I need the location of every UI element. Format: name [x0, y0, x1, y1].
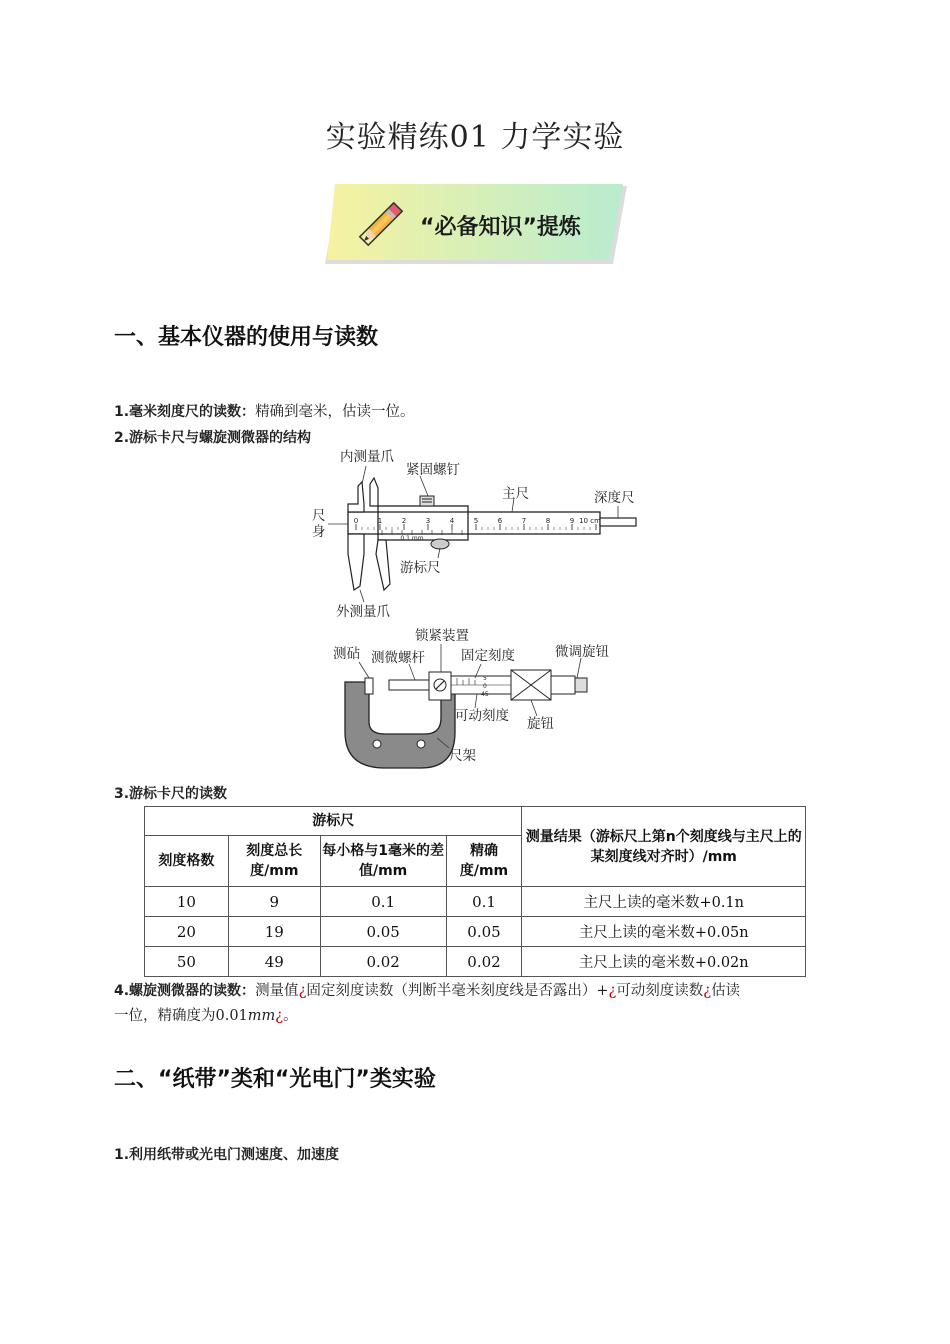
- table-cell: 50: [145, 947, 229, 977]
- table-row: [145, 947, 806, 977]
- table-cell: 49: [228, 947, 320, 977]
- item4-paragraph: [114, 979, 844, 1003]
- item3-label: 3.游标卡尺的读数: [114, 786, 228, 802]
- caliper-label-body-1: 尺: [312, 508, 326, 524]
- table-cell: 主尺上读的毫米数+0.02n: [522, 947, 806, 977]
- table-header-difference: 每小格与1毫米的差值/mm: [320, 836, 446, 887]
- table-cell: 9: [228, 887, 320, 917]
- caliper-scale-3: 3: [425, 517, 431, 525]
- micrometer-label-frame: 尺架: [449, 748, 476, 764]
- table-group-header-row: [145, 807, 806, 836]
- micrometer-label-knob: 旋钮: [527, 716, 554, 732]
- table-cell: 20: [145, 917, 229, 947]
- caliper-label-depth-rod: 深度尺: [594, 490, 635, 506]
- caliper-label-inner-jaw: 内测量爪: [340, 449, 394, 465]
- item4-part: 可动刻度读数: [616, 983, 704, 999]
- table-cell: 10: [145, 887, 229, 917]
- item4-part: 固定刻度读数（判断半毫米刻度线是否露出）+: [306, 983, 609, 999]
- micrometer-label-movable-scale: 可动刻度: [455, 708, 509, 724]
- item4-part: 估读: [711, 983, 741, 999]
- caliper-scale-9: 9: [569, 517, 575, 525]
- table-cell: 0.05: [446, 917, 522, 947]
- table-cell: 0.05: [320, 917, 446, 947]
- caliper-scale-2: 2: [401, 517, 407, 525]
- page-title: 实验精练01 力学实验: [325, 120, 625, 155]
- item4-mark: ¿: [703, 983, 712, 999]
- micrometer-label-anvil: 测砧: [333, 646, 360, 662]
- item4-mark: ¿: [275, 1008, 284, 1024]
- caliper-scale-7: 7: [521, 517, 527, 525]
- caliper-label-body-2: 身: [312, 524, 326, 540]
- table-header-result: 测量结果（游标尺上第n个刻度线与主尺上的某刻度线对齐时）/mm: [522, 807, 806, 887]
- table-cell: 主尺上读的毫米数+0.05n: [522, 917, 806, 947]
- table-cell: 主尺上读的毫米数+0.1n: [522, 887, 806, 917]
- knowledge-banner: [325, 184, 627, 266]
- table-cell: 0.1: [446, 887, 522, 917]
- table-header-total-length: 刻度总长度/mm: [228, 836, 320, 887]
- caliper-label-main-scale: 主尺: [502, 486, 529, 502]
- vernier-caliper-figure: [300, 444, 650, 624]
- table-header-divisions: 刻度格数: [145, 836, 229, 887]
- table-row: [145, 917, 806, 947]
- micrometer-figure: [325, 622, 625, 772]
- table-cell: 0.02: [446, 947, 522, 977]
- table-group-header: 游标尺: [145, 807, 522, 836]
- caliper-label-vernier: 游标尺: [400, 560, 441, 576]
- table-row: [145, 887, 806, 917]
- micrometer-label-spindle: 测微螺杆: [371, 650, 425, 666]
- vernier-reading-table: [144, 806, 806, 977]
- pencil-icon: [355, 198, 407, 250]
- caliper-scale-4: 4: [449, 517, 455, 525]
- section1-heading: 一、基本仪器的使用与读数: [114, 325, 379, 350]
- micrometer-label-lock-device: 锁紧装置: [415, 628, 469, 644]
- table-header-precision: 精确度/mm: [446, 836, 522, 887]
- item4-part: 测量值: [255, 983, 299, 999]
- item4-unit: mm: [247, 1008, 276, 1024]
- caliper-scale-6: 6: [497, 517, 503, 525]
- caliper-label-outer-jaw: 外测量爪: [336, 604, 390, 620]
- caliper-scale-5: 5: [473, 517, 479, 525]
- item4-precision-text: 一位，精确度为0.01: [114, 1008, 248, 1024]
- thimble-number-45: 45: [481, 691, 489, 698]
- table-cell: 0.1: [320, 887, 446, 917]
- table-cell: 19: [228, 917, 320, 947]
- caliper-scale-0: 0: [353, 517, 359, 525]
- thimble-number-5: 5: [483, 675, 487, 682]
- item4-mark: ¿: [298, 983, 307, 999]
- section2-heading: 二、“纸带”类和“光电门”类实验: [114, 1067, 436, 1092]
- item1-paragraph: [114, 400, 415, 424]
- caliper-label-lock-screw: 紧固螺钉: [406, 462, 460, 478]
- table-cell: 0.02: [320, 947, 446, 977]
- item2-paragraph: [114, 426, 311, 450]
- caliper-scale-10: 10 cm: [579, 517, 601, 525]
- banner-text: “必备知识”提炼: [420, 215, 581, 240]
- thimble-number-0: 0: [483, 683, 487, 690]
- micrometer-label-fixed-scale: 固定刻度: [461, 648, 515, 664]
- item4-line2: [114, 1004, 298, 1028]
- micrometer-label-fine-knob: 微调旋钮: [555, 644, 609, 660]
- item2-label: 2.游标卡尺与螺旋测微器的结构: [114, 430, 312, 446]
- item1-text: 精确到毫米，估读一位。: [255, 404, 415, 420]
- item3-paragraph: [114, 782, 227, 806]
- item4-label: 4.螺旋测微器的读数：: [114, 983, 256, 999]
- item4-end: 。: [283, 1008, 298, 1024]
- item4-mark: ¿: [608, 983, 617, 999]
- caliper-precision-mark: 0.1 mm: [400, 535, 424, 542]
- caliper-scale-8: 8: [545, 517, 551, 525]
- item1-label: 1.毫米刻度尺的读数：: [114, 404, 256, 420]
- section2-item1: 1.利用纸带或光电门测速度、加速度: [114, 1147, 340, 1163]
- caliper-scale-1: 1: [377, 517, 383, 525]
